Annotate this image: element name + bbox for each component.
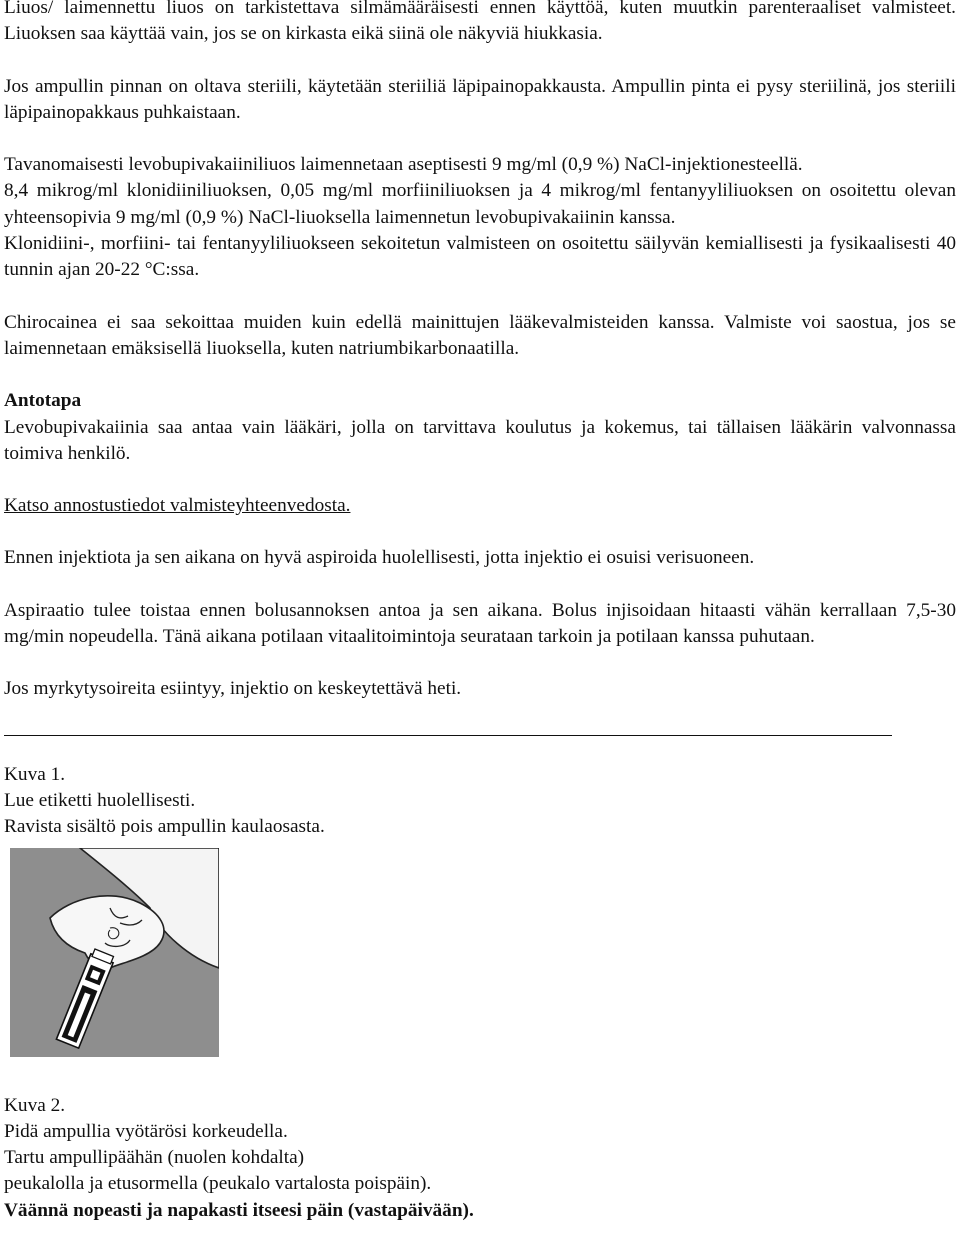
paragraph-administration: Levobupivakaiinia saa antaa vain lääkäri, jolla on tarvittava koulutus ja kokemus, tai tällaisen lääkärin valvonnassa toimiva henkilö. — [4, 416, 956, 464]
horizontal-rule — [4, 735, 892, 736]
paragraph-sterile: Jos ampullin pinnan on oltava steriili, käytetään steriiliä läpipainopakkausta. Ampullin pinta ei pysy steriilinä, jos steriili läpipainopakkaus puhkaistaan. — [4, 75, 956, 123]
paragraph-aspiration: Ennen injektiota ja sen aikana on hyvä aspiroida huolellisesti, jotta injektio ei osuisi verisuoneen. — [4, 547, 755, 569]
document-page — [4, 0, 956, 1224]
figure-2-instruction-1: Pidä ampullia vyötärösi korkeudella. — [4, 1120, 288, 1142]
figure-2-instruction-2: Tartu ampullipäähän (nuolen kohdalta) — [4, 1147, 305, 1169]
paragraph-compatibility: 8,4 mikrog/ml klonidiiniliuoksen, 0,05 mg/ml morfiiniliuoksen ja 4 mikrog/ml fentanyyliliuoksen on osoitettu olevan yhteensopivia 9 mg/ml (0,9 %) NaCl-liuoksella laimennetun levobupivakaiinin kanssa. — [4, 180, 956, 228]
paragraph-dilution: Tavanomaisesti levobupivakaiiniliuos laimennetaan aseptisesti 9 mg/ml (0,9 %) NaCl-injektionesteellä. — [4, 154, 803, 176]
figure-2-instruction-3: peukalolla ja etusormella (peukalo vartalosta poispäin). — [4, 1173, 432, 1195]
link-dosing-info[interactable]: Katso annostustiedot valmisteyhteenvedosta. — [4, 495, 351, 517]
paragraph-toxicity: Jos myrkytysoireita esiintyy, injektio on keskeytettävä heti. — [4, 678, 462, 700]
figure-2-instruction-4: Väännä nopeasti ja napakasti itseesi päin (vastapäivään). — [4, 1199, 474, 1221]
ampoule-illustration — [10, 848, 219, 1057]
figure-1-instruction-2: Ravista sisältö pois ampullin kaulaosasta. — [4, 816, 325, 838]
figure-1-label: Kuva 1. — [4, 763, 66, 785]
paragraph-bolus: Aspiraatio tulee toistaa ennen bolusannoksen antoa ja sen aikana. Bolus injisoidaan hitaasti vähän kerrallaan 7,5-30 mg/min nopeudella. Tänä aikana potilaan vitaalitoimintoja seurataan tarkoin ja potilaan kanssa puhutaan. — [4, 599, 956, 648]
hand-holding-ampoule-image — [10, 848, 219, 1057]
heading-antotapa: Antotapa — [4, 390, 82, 412]
paragraph-stability: Klonidiini-, morfiini- tai fentanyyliliuokseen sekoitetun valmisteen on osoitettu säilyvän kemiallisesti ja fysikaalisesti 40 tunnin ajan 20-22 °C:ssa. — [4, 233, 956, 281]
paragraph-inspection: Liuos/ laimennettu liuos on tarkistettava silmämääräisesti ennen käyttöä, kuten muutkin parenteraaliset valmisteet. Liuoksen saa käyttää vain, jos se on kirkasta eikä siinä ole näkyviä hiukkasia. — [4, 0, 956, 45]
paragraph-mixing: Chirocainea ei saa sekoittaa muiden kuin edellä mainittujen lääkevalmisteiden kanssa. Valmiste voi saostua, jos se laimennetaan emäksisellä liuoksella, kuten natriumbikarbonaatilla. — [4, 311, 956, 359]
figure-2-label: Kuva 2. — [4, 1094, 66, 1116]
figure-1-instruction-1: Lue etiketti huolellisesti. — [4, 789, 196, 811]
